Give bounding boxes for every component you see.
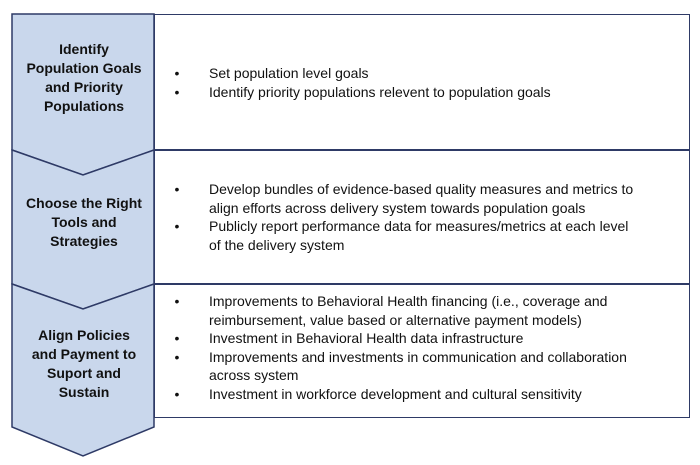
bullet-marker: • [174, 181, 180, 197]
bullet-marker: • [174, 65, 180, 81]
step-title-line: Identify [59, 41, 109, 57]
bullet-marker: • [174, 330, 180, 346]
step-title-line: Suport and [47, 365, 121, 381]
step-title-line: Choose the Right [26, 195, 142, 211]
step-3-title [14, 326, 154, 402]
step-title-line: Populations [43, 98, 125, 114]
bullet-line: align efforts across delivery system towards population goals [209, 199, 586, 216]
bullet-item [171, 385, 677, 404]
bullet-line: Set population level goals [209, 65, 369, 81]
step-3-bullet-list [171, 292, 677, 403]
bullet-line: Identify priority populations relevent to population goals [209, 83, 551, 100]
step-title-line: Align Policies [38, 327, 130, 343]
bullet-line: Develop bundles of evidence-based quality measures and metrics to [209, 181, 634, 197]
bullet-line: Publicly report performance data for measures/metrics at each level [209, 218, 629, 234]
bullet-line: Investment in Behavioral Health data infrastructure [209, 330, 524, 346]
bullet-item [171, 329, 677, 348]
bullet-item [171, 83, 677, 102]
step-title-line: and Priority [45, 79, 123, 95]
bullet-line: Investment in workforce development and cultural sensitivity [209, 385, 582, 402]
bullet-item [171, 292, 677, 329]
bullet-marker: • [174, 83, 180, 100]
step-title-line: Population Goals [26, 60, 142, 76]
bullet-line: of the delivery system [209, 236, 345, 253]
step-2-bullet-list [171, 180, 677, 254]
bullet-marker: • [174, 348, 180, 365]
bullet-line: Improvements and investments in communication and collaboration [209, 348, 627, 365]
step-1-bullet-list [171, 64, 677, 101]
step-2-panel [154, 150, 690, 284]
step-title-line: and Payment to [31, 346, 137, 362]
bullet-item [171, 348, 677, 385]
step-2-title [14, 194, 154, 251]
bullet-marker: • [174, 218, 180, 234]
bullet-item [171, 217, 677, 254]
bullet-marker: • [174, 293, 180, 309]
bullet-line: across system [209, 367, 299, 383]
bullet-line: Improvements to Behavioral Health financing (i.e., coverage and [209, 293, 608, 309]
bullet-marker: • [174, 385, 180, 402]
bullet-line: reimbursement, value based or alternative payment models) [209, 311, 582, 328]
step-title-line: Strategies [50, 233, 118, 249]
step-title-line: Tools and [51, 214, 117, 230]
step-3-panel [154, 284, 690, 418]
step-1-title [14, 40, 154, 116]
bullet-item [171, 180, 677, 217]
step-1-panel [154, 14, 690, 150]
bullet-item [171, 64, 677, 83]
step-title-line: Sustain [58, 384, 110, 400]
